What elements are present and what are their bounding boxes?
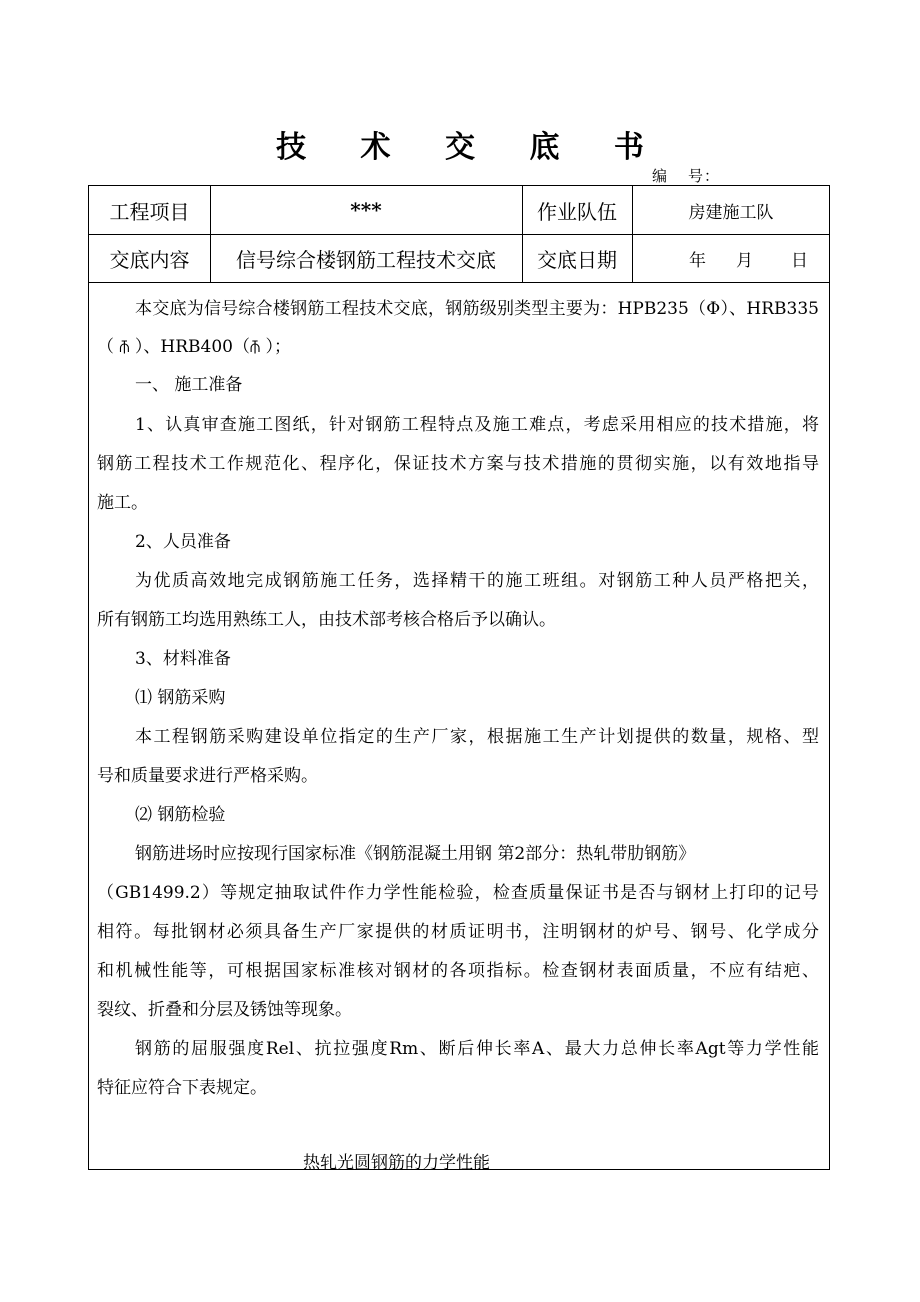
item-heading: ⑵ 钢筋检验	[135, 805, 226, 825]
subsection-heading: 2、人员准备	[135, 532, 231, 552]
date-year: 年	[689, 250, 706, 271]
paragraph-line: 钢筋工程技术工作规范化、程序化，保证技术方案与技术措施的贯彻实施，以有效地指导	[97, 454, 819, 474]
paragraph-line: 相符。每批钢材必须具备生产厂家提供的材质证明书，注明钢材的炉号、钢号、化学成分	[97, 922, 819, 942]
table-caption: 热轧光圆钢筋的力学性能	[303, 1153, 490, 1173]
content-value: 信号综合楼钢筋工程技术交底	[236, 247, 496, 272]
paragraph-line: 和机械性能等，可根据国家标准核对钢材的各项指标。检查钢材表面质量，不应有结疤、	[97, 961, 819, 981]
paragraph-line: 所有钢筋工均选用熟练工人，由技术部考核合格后予以确认。	[97, 610, 556, 630]
item-heading: ⑴ 钢筋采购	[135, 688, 226, 708]
subsection-heading: 3、材料准备	[135, 649, 231, 669]
paragraph-line: 为优质高效地完成钢筋施工任务，选择精干的施工班组。对钢筋工种人员严格把关，	[135, 571, 819, 591]
paragraph-line: 本交底为信号综合楼钢筋工程技术交底，钢筋级别类型主要为：HPB235（Φ）、HRB335	[135, 299, 819, 319]
paragraph-line: 裂纹、折叠和分层及锈蚀等现象。	[97, 1000, 352, 1020]
paragraph-line: 1、认真审查施工图纸，针对钢筋工程特点及施工难点，考虑采用相应的技术措施，将	[135, 415, 819, 435]
paragraph-line: 施工。	[97, 493, 148, 513]
date-value	[632, 234, 830, 282]
paragraph-line: 特征应符合下表规定。	[97, 1078, 267, 1098]
team-label: 作业队伍	[537, 199, 617, 224]
project-label: 工程项目	[109, 199, 190, 224]
paragraph-line: （GB1499.2）等规定抽取试件作力学性能检验，检查质量保证书是否与钢材上打印的记号	[97, 883, 819, 903]
disclosure-table	[88, 185, 830, 1173]
content-label: 交底内容	[109, 247, 190, 272]
row-divider-2	[89, 282, 829, 283]
serial-label-part1: 编	[652, 167, 669, 185]
paragraph-line: 本工程钢筋采购建设单位指定的生产厂家，根据施工生产计划提供的数量，规格、型	[135, 727, 819, 747]
date-label: 交底日期	[537, 247, 617, 272]
paragraph-line: 钢筋的屈服强度Rel、抗拉强度Rm、断后伸长率A、最大力总伸长率Agt等力学性能	[135, 1039, 819, 1059]
section-heading: 一、 施工准备	[135, 375, 243, 395]
serial-number-label	[652, 165, 720, 186]
team-value: 房建施工队	[688, 202, 774, 223]
paragraph-line: 号和质量要求进行严格采购。	[97, 766, 318, 786]
paragraph-line: 钢筋进场时应按现行国家标准《钢筋混凝土用钢 第2部分：热轧带肋钢筋》	[135, 844, 696, 864]
date-day: 日	[791, 250, 808, 271]
document-title: 技 术 交 底 书	[276, 130, 666, 165]
project-value: ***	[350, 198, 382, 222]
serial-label-part2: 号：	[688, 167, 721, 185]
paragraph-line: （ ⫚ ）、HRB400（⫚ ）；	[97, 337, 291, 357]
date-month: 月	[736, 250, 753, 271]
